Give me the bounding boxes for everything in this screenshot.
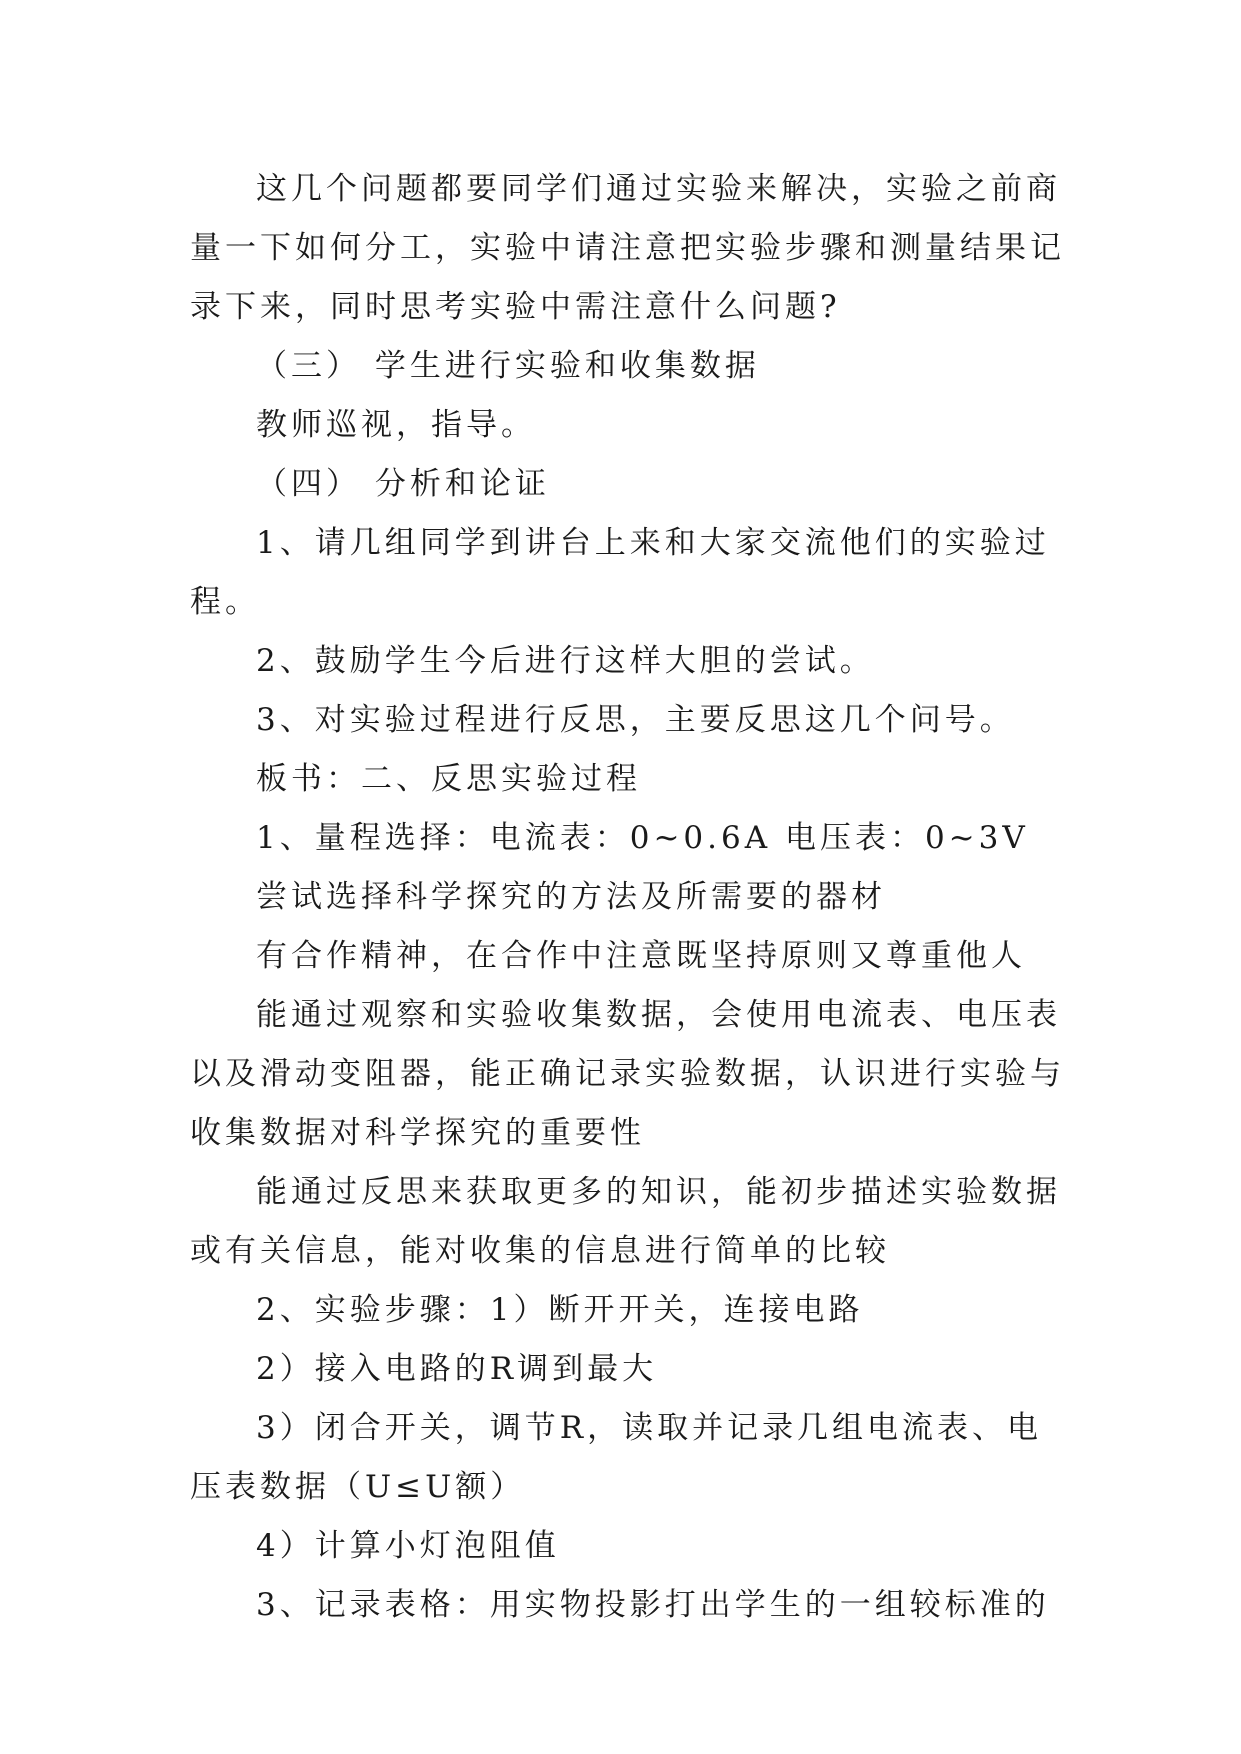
list-item-1: 1、请几组同学到讲台上来和大家交流他们的实验过程。 — [190, 525, 1050, 620]
goal-cooperation: 有合作精神，在合作中注意既坚持原则又尊重他人 — [256, 938, 1026, 974]
list-item-2: 2、鼓励学生今后进行这样大胆的尝试。 — [256, 643, 875, 679]
step-1: 2、实验步骤：1）断开开关，连接电路 — [256, 1292, 864, 1328]
document-body — [190, 160, 1070, 1635]
step-4: 4）计算小灯泡阻值 — [256, 1528, 560, 1564]
section-heading-four: （四） 分析和论证 — [256, 466, 550, 502]
section-heading-three: （三） 学生进行实验和收集数据 — [256, 348, 760, 384]
list-item-3: 3、对实验过程进行反思，主要反思这几个问号。 — [256, 702, 1015, 738]
blackboard-heading: 板书：二、反思实验过程 — [256, 761, 641, 797]
goal-reflection: 能通过反思来获取更多的知识，能初步描述实验数据或有关信息，能对收集的信息进行简单的比较 — [190, 1174, 1061, 1269]
record-table: 3、记录表格：用实物投影打出学生的一组较标准的 — [256, 1587, 1050, 1623]
paragraph-intro: 这几个问题都要同学们通过实验来解决，实验之前商量一下如何分工，实验中请注意把实验步骤和测量结果记录下来，同时思考实验中需注意什么问题? — [190, 171, 1065, 325]
range-selection: 1、量程选择：电流表：0~0.6A 电压表：0~3V — [256, 820, 1029, 856]
paragraph-teacher-patrol: 教师巡视，指导。 — [256, 407, 536, 443]
step-2: 2）接入电路的R调到最大 — [256, 1351, 658, 1387]
step-3: 3）闭合开关，调节R，读取并记录几组电流表、电压表数据（U≤U额） — [190, 1410, 1043, 1505]
goal-data-collection: 能通过观察和实验收集数据，会使用电流表、电压表以及滑动变阻器，能正确记录实验数据，认识进行实验与收集数据对科学探究的重要性 — [190, 997, 1065, 1151]
goal-methods: 尝试选择科学探究的方法及所需要的器材 — [256, 879, 886, 915]
